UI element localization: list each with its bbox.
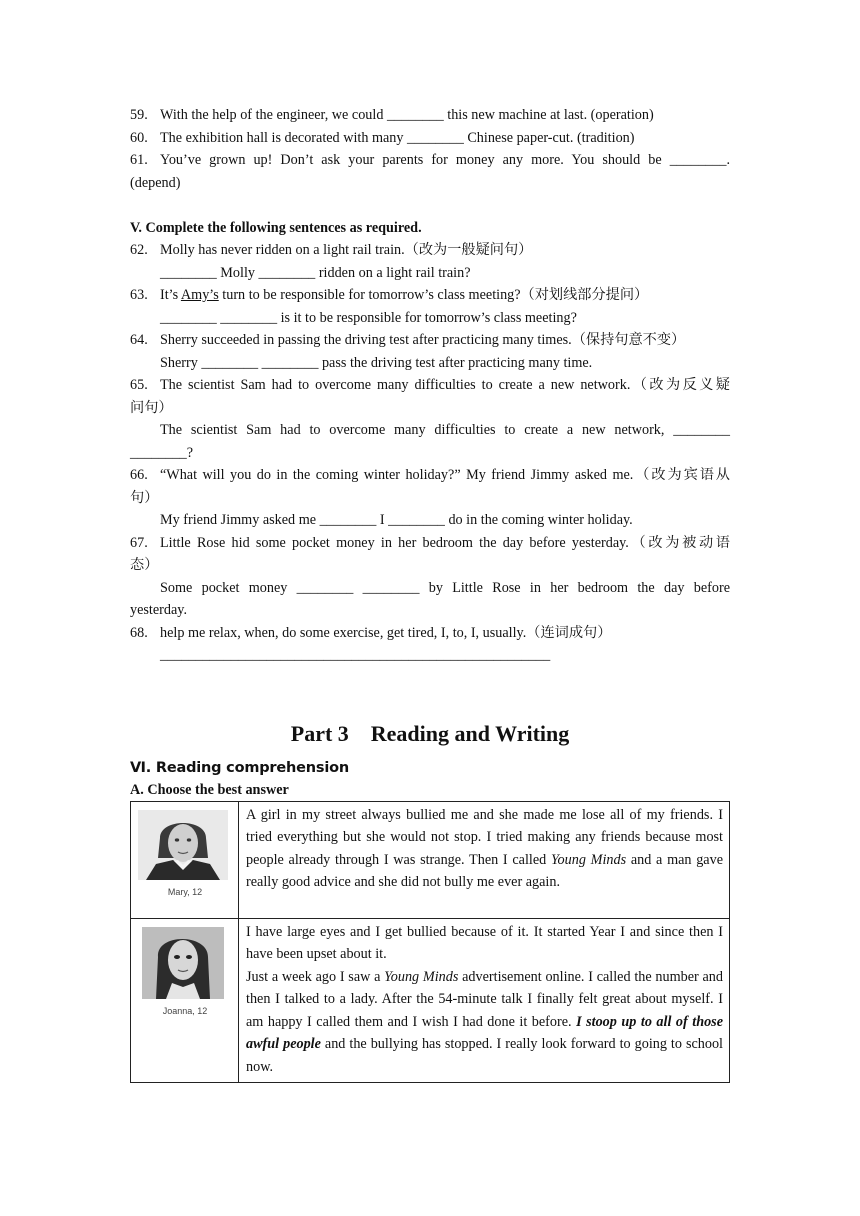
story-row-joanna [131,918,730,1083]
answer-67-line1: Some pocket money ________ ________ by Little Rose in her bedroom the day before [160,579,730,596]
story-text-joanna: I have large eyes and I get bullied because of it. It started Year I and since then I have been upset about it. Just a week ago I saw a Young Minds advertisement online. I called the number and then I talked to a lady. After the 54-minute talk I finally felt great about myself. I am happy I called them and I wish I had done it before. I stoop up to all of those awful people and the bullying has stopped. I really look forward to going to school now. [239,918,730,1083]
question-65-line2: 问句） [130,399,173,416]
question-61-line2: (depend) [130,174,181,191]
story-text-mary: A girl in my street always bullied me and she made me lose all of my friends. I tried everything but she would not stop. I tried making any friends because most people already through I was strange. Then I called Young Minds and a man gave really good advice and she did not bully me ever again. [239,801,730,918]
question-62: 62. Molly has never ridden on a light rail train.（改为一般疑问句） [130,242,533,258]
reading-table [130,801,730,1084]
question-68: 68. help me relax, when, do some exercise, get tired, I, to, I, usually.（连词成句） [130,624,612,641]
answer-65-line1: The scientist Sam had to overcome many difficulties to create a new network, ________ [160,422,730,438]
question-66-line1: 66. “What will you do in the coming winter holiday?” My friend Jimmy asked me.（改为宾语从 [130,467,730,483]
question-64: 64. Sherry succeeded in passing the driving test after practicing many times.（保持句意不变） [130,332,686,348]
caption-joanna: Joanna, 12 [162,1005,208,1016]
portrait-joanna-image [138,927,228,999]
question-65-line1: 65. The scientist Sam had to overcome many difficulties to create a new network.（改为反义疑 [130,377,730,393]
question-66-line2: 句） [130,489,159,506]
question-67-line1: 67. Little Rose hid some pocket money in her bedroom the day before yesterday.（改为被动语 [130,534,730,551]
answer-65-line2: ________? [130,444,194,461]
section-6-heading: Ⅵ. Reading comprehension [130,759,349,776]
question-67-line2: 态） [130,557,159,573]
section-5-heading: V. Complete the following sentences as required. [130,219,422,236]
worksheet-page [130,104,730,1083]
answer-64: Sherry ________ ________ pass the driving test after practicing many time. [160,354,593,371]
question-60: 60. The exhibition hall is decorated with many ________ Chinese paper-cut. (tradition) [130,129,635,146]
part-3-title: Part 3 Reading and Writing [290,720,570,746]
question-59: 59. With the help of the engineer, we could ________ this new machine at last. (operation) [130,107,654,123]
underlined-word: Amy’s [180,287,219,303]
question-63: 63. It’s Amy’s turn to be responsible for tomorrow’s class meeting?（对划线部分提问） [130,287,649,303]
answer-68: _______________________________________________________ [160,647,551,663]
answer-62: ________ Molly ________ ridden on a light rail train? [160,264,471,281]
subsection-a-heading: A. Choose the best answer [130,781,289,798]
photo-cell [131,918,239,1083]
answer-67-line2: yesterday. [130,602,187,618]
answer-66: My friend Jimmy asked me ________ I ________ do in the coming winter holiday. [160,512,633,528]
story-row-mary [131,801,730,918]
caption-mary: Mary, 12 [167,886,203,897]
answer-63: ________ ________ is it to be responsible for tomorrow’s class meeting? [160,309,577,326]
portrait-mary-image [138,810,228,880]
photo-cell [131,801,239,918]
question-61-line1: 61. You’ve grown up! Don’t ask your parents for money any more. You should be ________. [130,152,730,168]
